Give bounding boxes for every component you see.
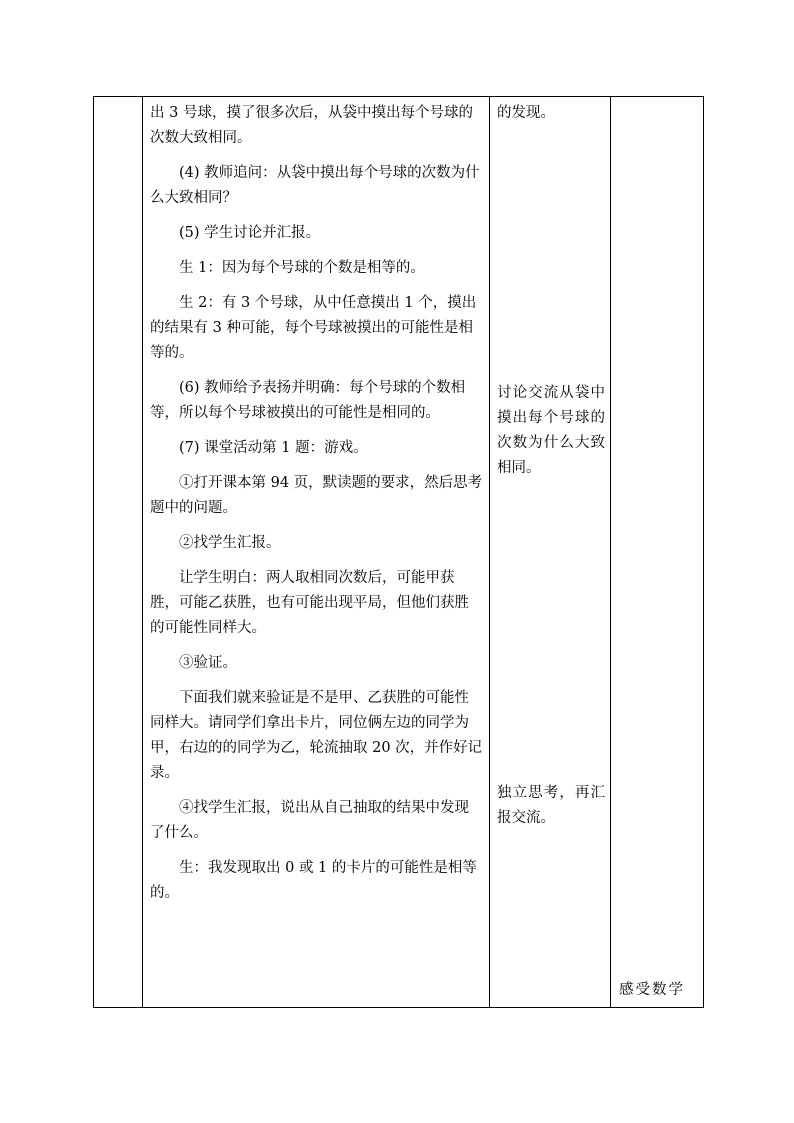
- teaching-process-cell: [143, 97, 490, 1008]
- paragraph: 出 3 号球，摸了很多次后，从袋中摸出每个号球的次数大致相同。: [150, 105, 473, 146]
- paragraph: (5) 学生讨论并汇报。: [179, 225, 321, 241]
- paragraph: 下面我们就来验证是不是甲、乙获胜的可能性同样大。请同学们拿出卡片，同位俩左边的同学为甲，右边的的同学为乙，轮流抽取 20 次，并作好记录。: [150, 690, 483, 781]
- lesson-plan-table: [93, 96, 704, 1008]
- design-intent-cell: [611, 97, 704, 1008]
- table-row: [94, 97, 704, 1008]
- student-note: 的发现。: [497, 105, 555, 121]
- paragraph: (4) 教师追问：从袋中摸出每个号球的次数为什么大致相同？: [150, 165, 480, 206]
- paragraph: 生 1：因为每个号球的个数是相等的。: [179, 260, 425, 276]
- student-activity-cell: [490, 97, 611, 1008]
- paragraph: ③验证。: [179, 655, 237, 671]
- stage-column-cell: [94, 97, 143, 1008]
- paragraph: (7) 课堂活动第 1 题：游戏。: [179, 440, 368, 456]
- paragraph: ④找学生汇报，说出从自己抽取的结果中发现了什么。: [150, 800, 469, 841]
- student-note: 讨论交流从袋中摸出每个号球的次数为什么大致相同。: [497, 385, 605, 476]
- student-note: 独立思考，再汇报交流。: [497, 785, 605, 826]
- paragraph: ①打开课本第 94 页，默读题的要求，然后思考题中的问题。: [150, 475, 483, 516]
- paragraph: (6) 教师给予表扬并明确：每个号球的个数相等，所以每个号球被摸出的可能性是相同的。: [150, 380, 466, 421]
- paragraph: 生：我发现取出 0 或 1 的卡片的可能性是相等的。: [150, 860, 477, 901]
- paragraph: ②找学生汇报。: [179, 535, 281, 551]
- paragraph: 让学生明白：两人取相同次数后，可能甲获胜，可能乙获胜，也有可能出现平局，但他们获胜的可能性同样大。: [150, 570, 469, 636]
- design-note: 感受数学: [619, 982, 685, 998]
- paragraph: 生 2：有 3 个号球，从中任意摸出 1 个，摸出的结果有 3 种可能，每个号球被摸出的可能性是相等的。: [150, 295, 477, 361]
